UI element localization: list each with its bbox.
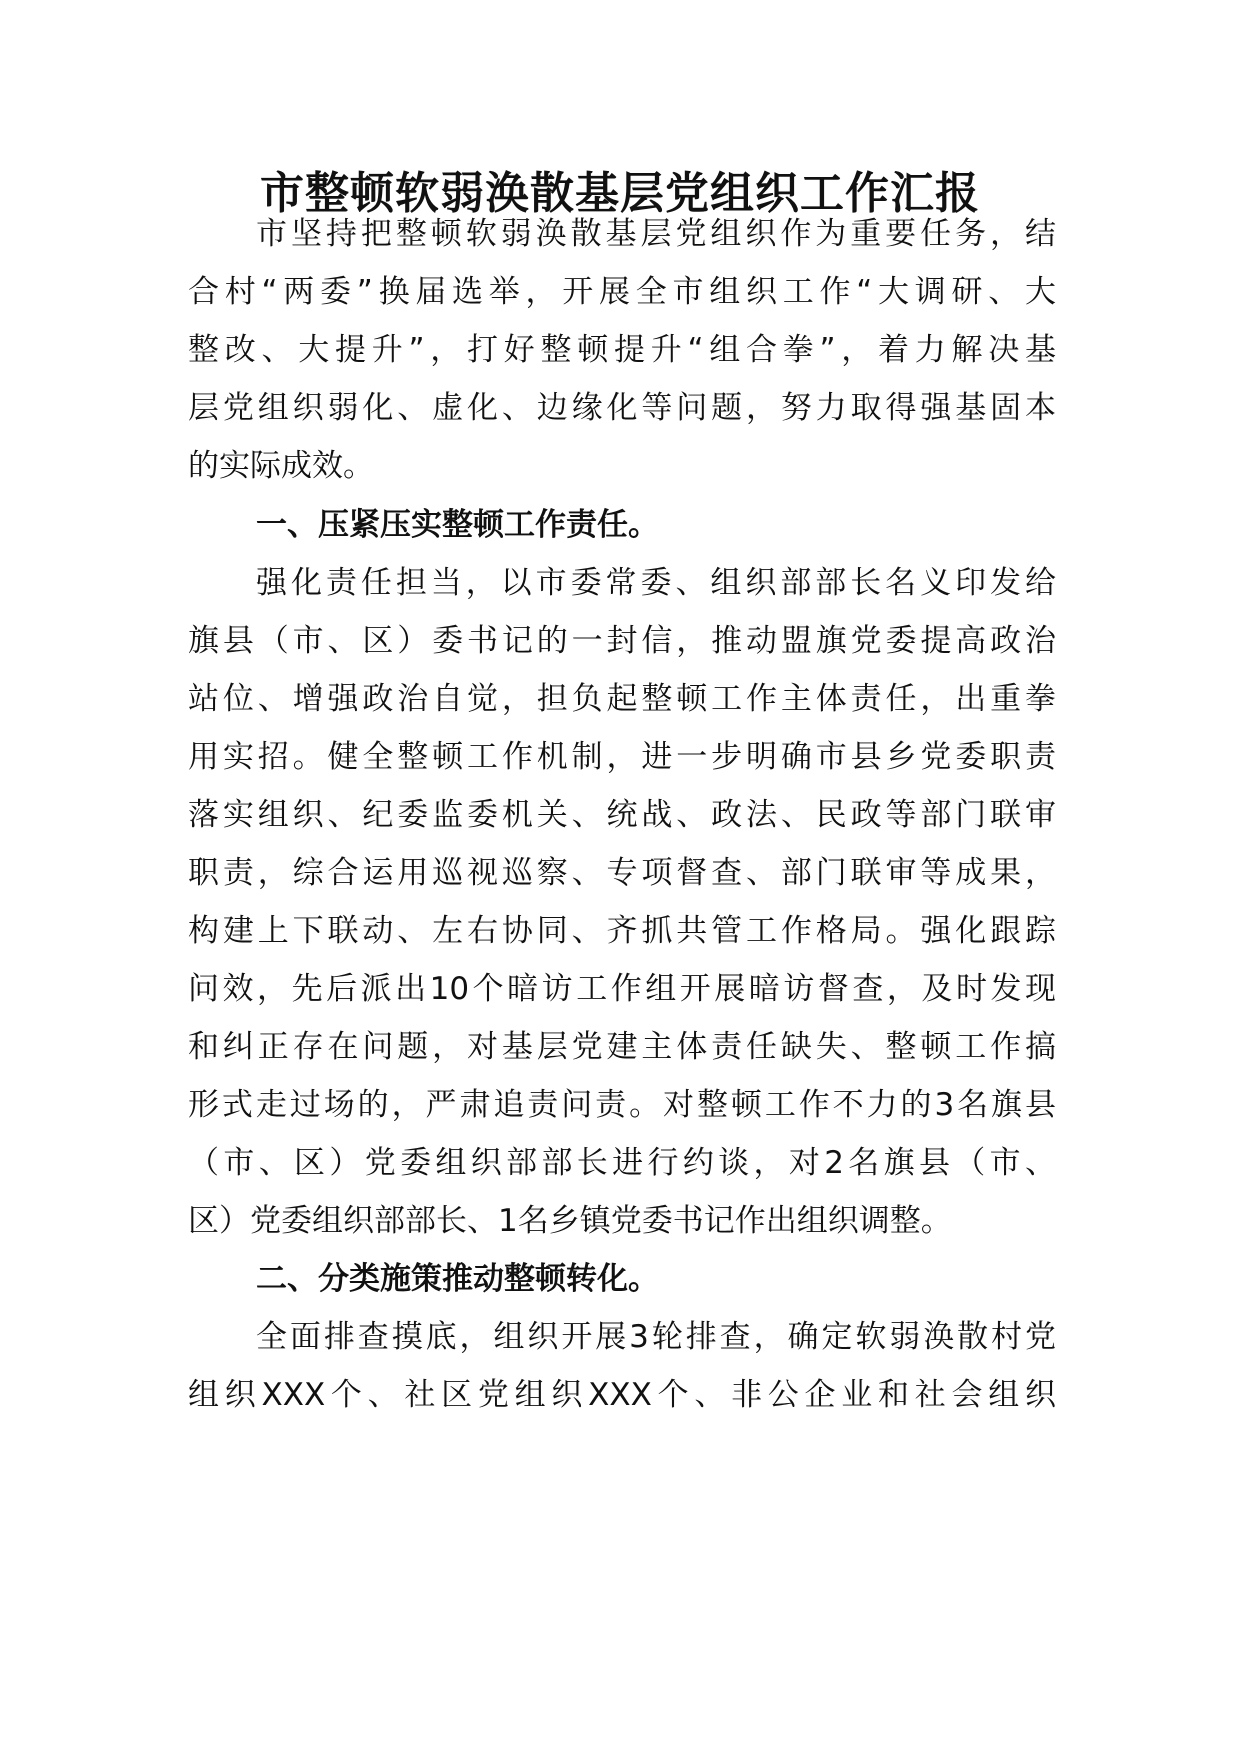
intro-line-1: 市坚持把整顿软弱涣散基层党组织作为重要任务，结 (256, 216, 1056, 252)
section-2-heading: 二、分类施策推动整顿转化。 (256, 1261, 659, 1297)
document-title: 市整顿软弱涣散基层党组织工作汇报 (260, 168, 980, 219)
section-1-line-2: 旗县（市、区）委书记的一封信，推动盟旗党委提高政治 (188, 623, 1056, 659)
section-2-line-2: 组织XXX个、社区党组织XXX个、非公企业和社会组织 (188, 1377, 1056, 1413)
section-1-line-10: 形式走过场的，严肃追责问责。对整顿工作不力的3名旗县 (188, 1087, 1056, 1123)
section-1-line-8: 问效，先后派出10个暗访工作组开展暗访督查，及时发现 (188, 971, 1056, 1007)
section-1-line-11: （市、区）党委组织部部长进行约谈，对2名旗县（市、 (188, 1145, 1056, 1181)
section-1-heading: 一、压紧压实整顿工作责任。 (256, 507, 659, 543)
section-1-line-7: 构建上下联动、左右协同、齐抓共管工作格局。强化跟踪 (188, 913, 1056, 949)
intro-line-3: 整改、大提升”，打好整顿提升“组合拳”，着力解决基 (188, 332, 1056, 368)
section-1-line-9: 和纠正存在问题，对基层党建主体责任缺失、整顿工作搞 (188, 1029, 1056, 1065)
section-1-line-1: 强化责任担当，以市委常委、组织部部长名义印发给 (256, 565, 1056, 601)
section-1-line-6: 职责，综合运用巡视巡察、专项督查、部门联审等成果， (188, 855, 1056, 891)
section-1-line-12: 区）党委组织部部长、1名乡镇党委书记作出组织调整。 (188, 1203, 952, 1239)
intro-line-4: 层党组织弱化、虚化、边缘化等问题，努力取得强基固本 (188, 390, 1056, 426)
intro-line-2: 合村“两委”换届选举，开展全市组织工作“大调研、大 (188, 274, 1056, 310)
section-2-line-1: 全面排查摸底，组织开展3轮排查，确定软弱涣散村党 (256, 1319, 1056, 1355)
section-1-line-4: 用实招。健全整顿工作机制，进一步明确市县乡党委职责 (188, 739, 1056, 775)
intro-line-5: 的实际成效。 (188, 448, 374, 484)
section-1-line-3: 站位、增强政治自觉，担负起整顿工作主体责任，出重拳 (188, 681, 1056, 717)
section-1-line-5: 落实组织、纪委监委机关、统战、政法、民政等部门联审 (188, 797, 1056, 833)
